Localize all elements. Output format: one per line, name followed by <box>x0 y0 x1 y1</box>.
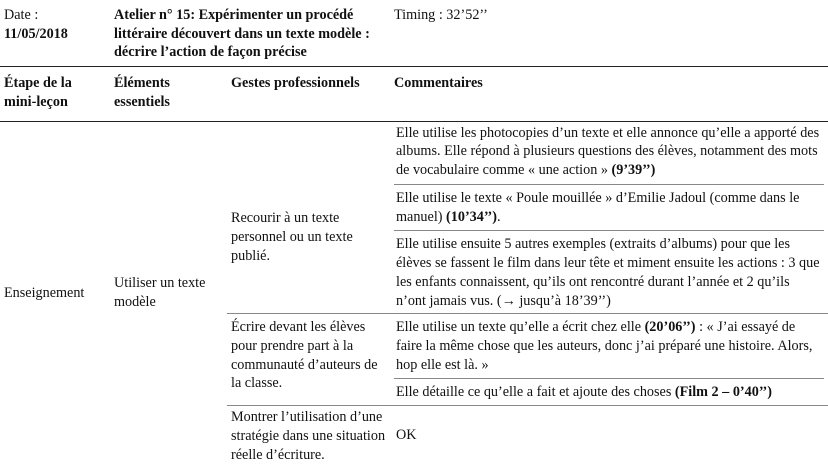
comment-block-3 <box>390 406 828 465</box>
geste-label-3: Montrer l’utilisation d’une stratégie dans une situation réelle d’écriture. <box>227 406 390 465</box>
col-elements: Éléments essentiels <box>114 75 170 110</box>
date-cell <box>0 0 110 67</box>
etape-cell: Enseignement <box>4 284 85 301</box>
element-cell: Utiliser un texte modèle <box>114 275 206 311</box>
col-gestes: Gestes professionnels <box>231 75 360 92</box>
column-header-row <box>0 67 828 121</box>
comment-1-1: Elle utilise les photocopies d’un texte et elle annonce qu’elle a apporté des albums. Elle répond à plusieurs questions des élèves, notamment des mots de vocabulaire comme « une action » (9’39’’) <box>396 124 820 179</box>
atelier-number: 15 <box>176 7 191 23</box>
comment-1-3: Elle utilise ensuite 5 autres exemples (extraits d’albums) pour que les élèves se fassent le film dans leur tête et miment ensuite les actions : 3 que les enfants connaissent, qu’ils ont rencontré durant l’année et 2 qu’ils n’ont jamais vus. (→ jusqu’à 18’39’’) <box>394 230 824 310</box>
comment-block-2 <box>390 314 828 406</box>
geste-label-2: Écrire devant les élèves pour prendre part à la communauté d’auteurs de la classe. <box>227 314 390 406</box>
comment-block-1 <box>390 121 828 314</box>
date-label: Date : <box>4 7 39 23</box>
comment-2-1: Elle utilise un texte qu’elle a écrit chez elle (20’06’’) : « J’ai essayé de faire la même chose que les auteurs, donc j’ai préparé une histoire. Alors, hop elle est là. » <box>396 319 813 373</box>
table-row <box>0 121 828 314</box>
header-row <box>0 0 828 67</box>
comment-2-2: Elle détaille ce qu’elle a fait et ajoute des choses (Film 2 – 0’40’’) <box>394 378 824 402</box>
atelier-cell <box>110 0 390 67</box>
atelier-prefix: Atelier n° <box>114 7 173 23</box>
geste-label-1: Recourir à un texte personnel ou un texte publié. <box>231 210 353 264</box>
timing: Timing : 32’52’’ <box>394 7 488 23</box>
col-etape: Étape de la mini-leçon <box>4 75 72 110</box>
atelier-title-2: littéraire découvert dans un texte modèle : <box>114 25 370 42</box>
col-commentaires: Commentaires <box>394 75 483 92</box>
comment-1-2: Elle utilise le texte « Poule mouillée » d’Emilie Jadoul (comme dans le manuel) (10’34’’). <box>394 184 824 226</box>
atelier-title-1: : Expérimenter un procédé <box>190 7 354 23</box>
comment-3-1: OK <box>396 426 417 443</box>
date-value: 11/05/2018 <box>4 25 68 42</box>
atelier-title-3: décrire l’action de façon précise <box>114 44 307 61</box>
timing-cell <box>390 0 828 67</box>
